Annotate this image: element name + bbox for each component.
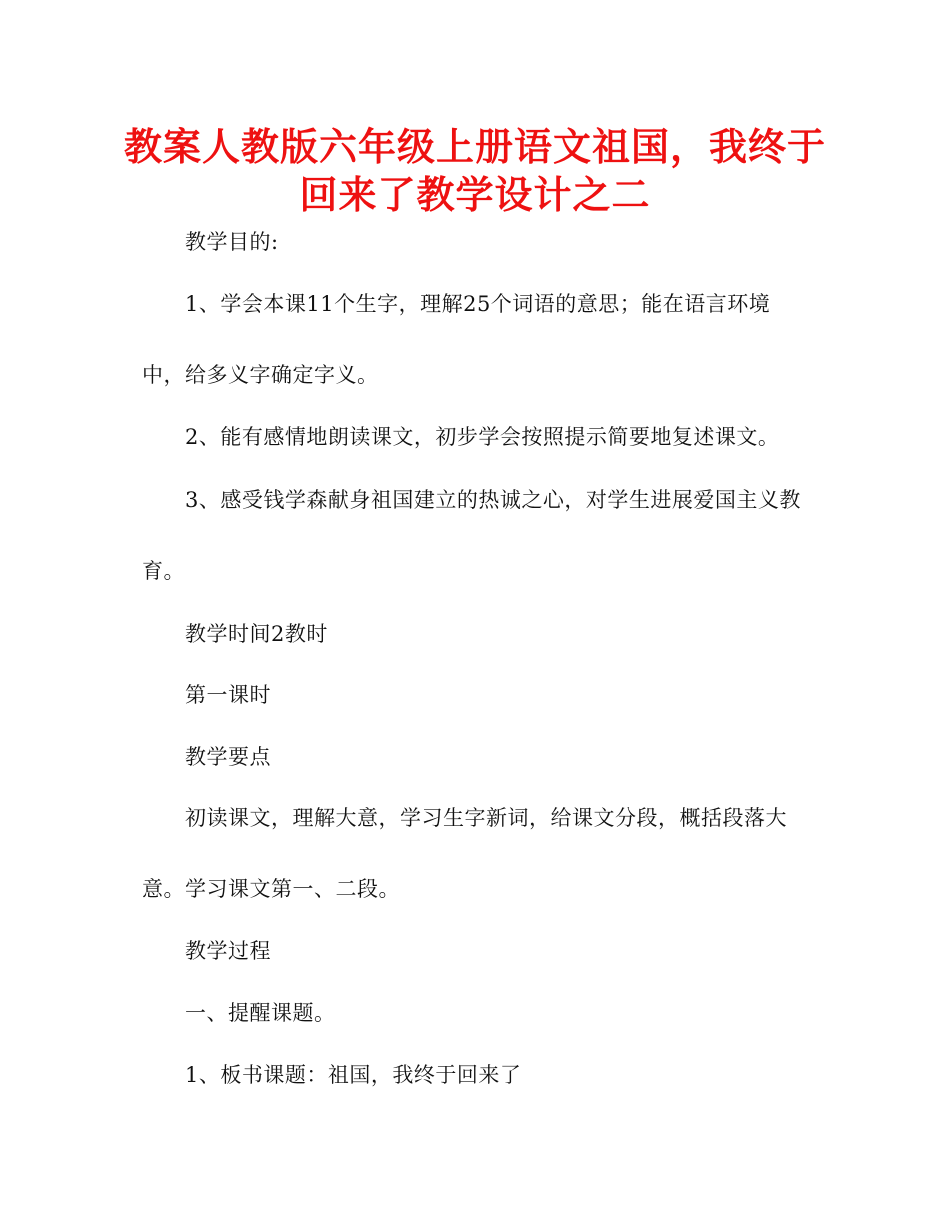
objective-3-line-2: 育。 (142, 559, 185, 583)
teaching-points-line-2: 意。学习课文第一、二段。 (142, 877, 400, 901)
objective-1-line-1: 1、学会本课11个生字，理解25个词语的意思；能在语言环境 (185, 292, 771, 316)
process-step-1: 一、提醒课题。 (185, 1001, 336, 1025)
process-step-1-1: 1、板书课题：祖国，我终于回来了 (185, 1063, 522, 1087)
teaching-time: 教学时间2教时 (185, 622, 328, 646)
teaching-points-line-1: 初读课文，理解大意，学习生字新词，给课文分段，概括段落大 (185, 806, 787, 830)
objective-2: 2、能有感情地朗读课文，初步学会按照提示简要地复述课文。 (185, 425, 780, 449)
first-lesson-heading: 第一课时 (185, 683, 271, 707)
objective-3-line-1: 3、感受钱学森献身祖国建立的热诚之心，对学生进展爱国主义教 (185, 488, 801, 512)
section-heading-objectives: 教学目的: (185, 230, 279, 254)
document-title-line-1: 教案人教版六年级上册语文祖国，我终于 (123, 125, 826, 169)
teaching-process-heading: 教学过程 (185, 939, 271, 963)
teaching-points-heading: 教学要点 (185, 745, 271, 769)
objective-1-line-2: 中，给多义字确定字义。 (142, 363, 379, 387)
document-title-line-2: 回来了教学设计之二 (299, 173, 651, 217)
